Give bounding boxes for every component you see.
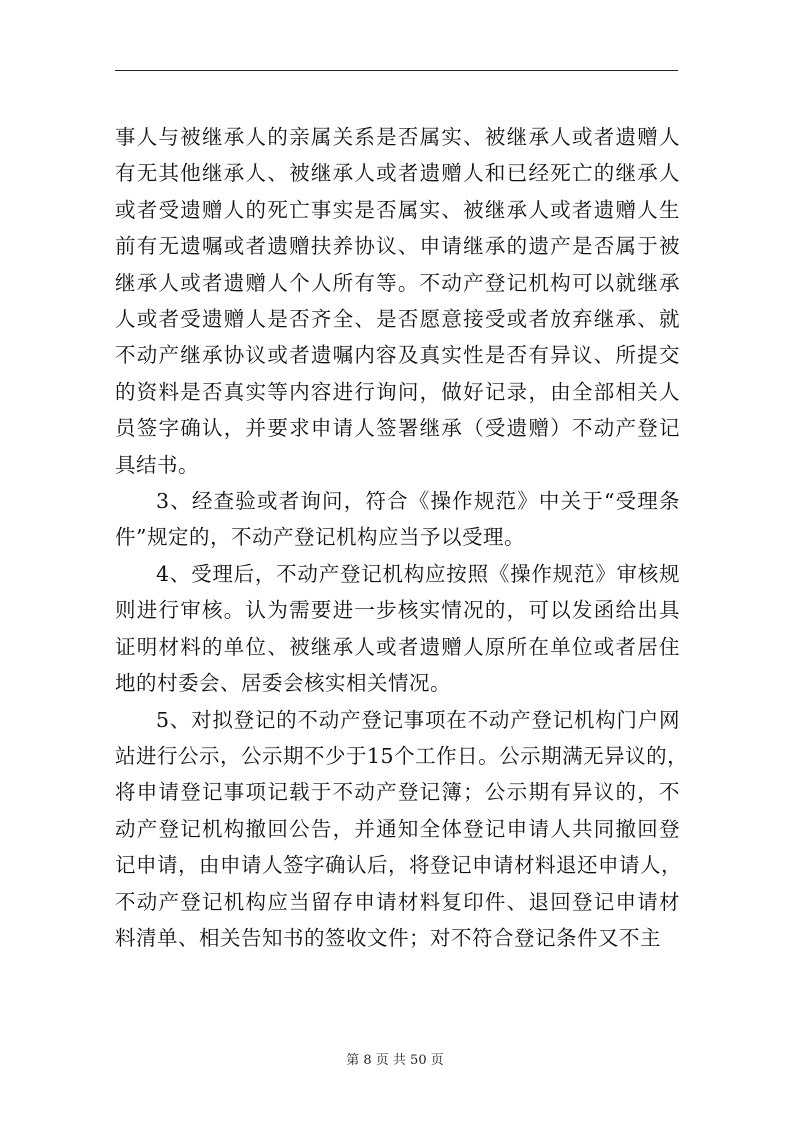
- text-line: 5、对拟登记的不动产登记事项在不动产登记机构门户网: [156, 707, 680, 732]
- paragraph: [115, 483, 680, 556]
- paragraph: [115, 702, 689, 957]
- text-line: 员签字确认，并要求申请人签署继承（受遗赠）不动产登记: [115, 416, 680, 441]
- text-line: 的资料是否真实等内容进行询问，做好记录，由全部相关人: [115, 379, 680, 404]
- header-rule: [115, 70, 678, 71]
- text-line: 继承人或者遗赠人个人所有等。不动产登记机构可以就继承: [115, 270, 680, 295]
- text-line: 地的村委会、居委会核实相关情况。: [115, 671, 451, 696]
- paragraph: [115, 556, 680, 702]
- document-body: [115, 119, 689, 956]
- text-line: 不动产登记机构应当留存申请材料复印件、退回登记申请材: [115, 889, 680, 914]
- text-line: 记申请，由申请人签字确认后，将登记申请材料退还申请人，: [115, 853, 682, 878]
- paragraph: [115, 119, 680, 483]
- text-line: 前有无遗嘱或者遗赠扶养协议、申请继承的遗产是否属于被: [115, 234, 680, 259]
- text-line: 事人与被继承人的亲属关系是否属实、被继承人或者遗赠人: [115, 125, 680, 149]
- text-line: 将申请登记事项记载于不动产登记簿；公示期有异议的，不: [115, 780, 680, 805]
- text-line: 具结书。: [115, 452, 199, 477]
- text-line: 料清单、相关告知书的签收文件；对不符合登记条件又不主: [115, 925, 661, 950]
- text-line: 人或者受遗赠人是否齐全、是否愿意接受或者放弃继承、就: [115, 307, 680, 332]
- text-line: 则进行审核。认为需要进一步核实情况的，可以发函给出具: [115, 598, 680, 623]
- text-line: 动产登记机构撤回公告，并通知全体登记申请人共同撤回登: [115, 816, 680, 841]
- text-line: 4、受理后，不动产登记机构应按照《操作规范》审核规: [156, 561, 680, 586]
- text-line: 站进行公示，公示期不少于15个工作日。公示期满无异议的，: [115, 743, 689, 768]
- text-line: 或者受遗赠人的死亡事实是否属实、被继承人或者遗赠人生: [115, 197, 680, 222]
- text-line: 证明材料的单位、被继承人或者遗赠人原所在单位或者居住: [115, 634, 680, 659]
- text-line: 件”规定的，不动产登记机构应当予以受理。: [115, 525, 525, 550]
- text-line: 不动产继承协议或者遗嘱内容及真实性是否有异议、所提交: [115, 343, 680, 368]
- page-footer: 第 8 页 共 50 页: [346, 1053, 444, 1068]
- text-line: 有无其他继承人、被继承人或者遗赠人和已经死亡的继承人: [115, 161, 680, 186]
- text-line: 3、经查验或者询问，符合《操作规范》中关于“受理条: [156, 489, 680, 514]
